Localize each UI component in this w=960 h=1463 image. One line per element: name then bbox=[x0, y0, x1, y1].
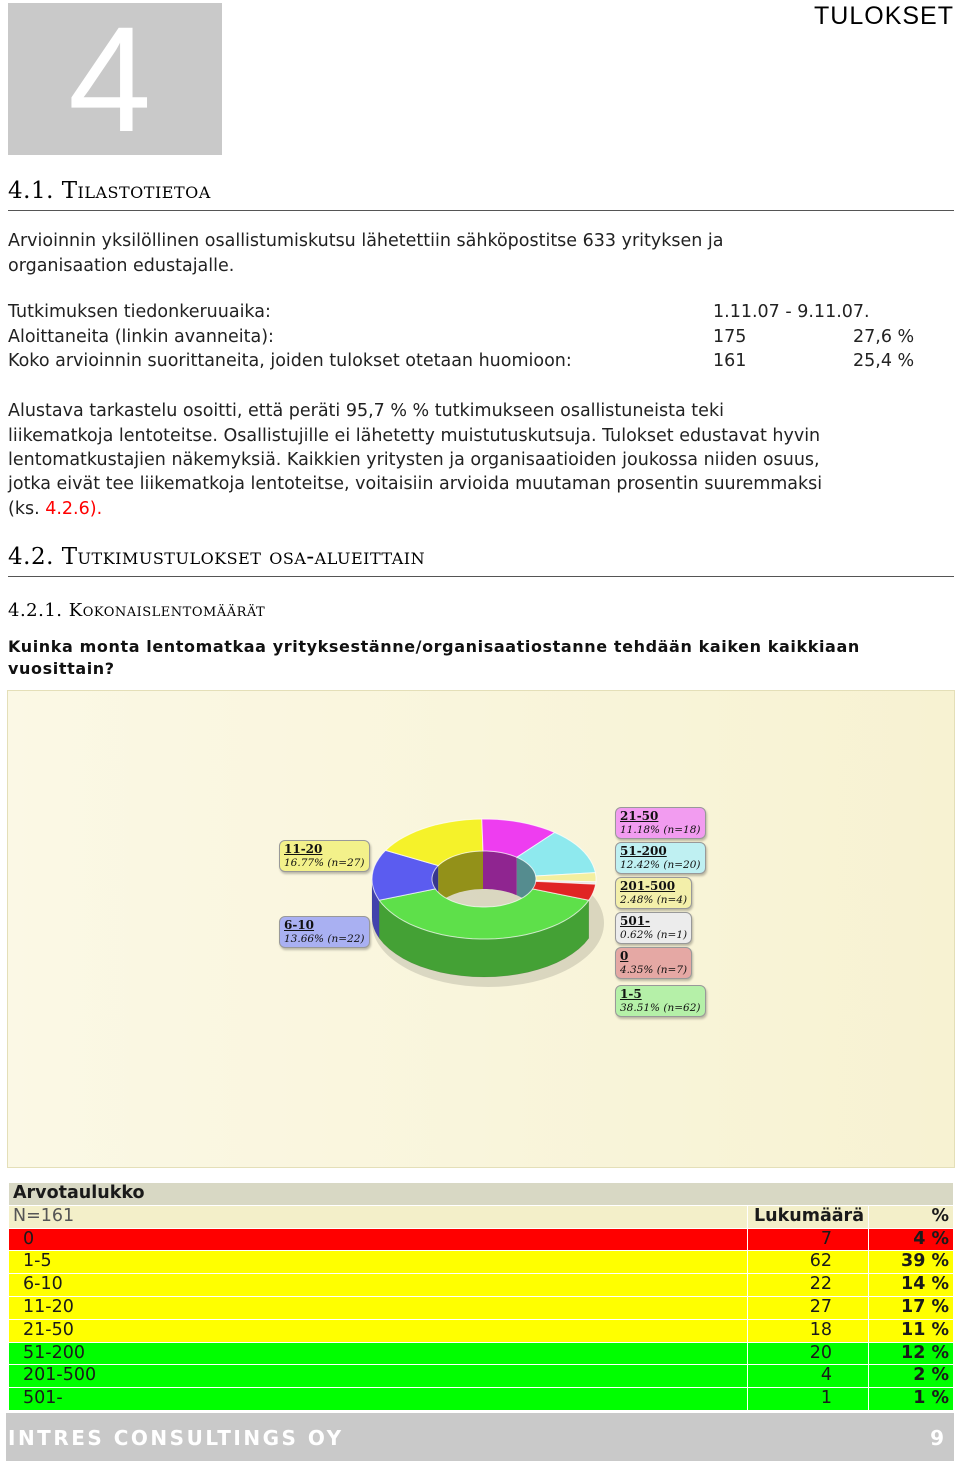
chapter-number-box bbox=[8, 3, 222, 155]
donut-inner-wall-21-50 bbox=[483, 851, 517, 895]
paragraph-prefix: (ks. bbox=[8, 499, 46, 519]
callout-501 bbox=[615, 912, 692, 944]
table-cell-pct: 1 % bbox=[869, 1388, 954, 1411]
table-cell-category: 21-50 bbox=[9, 1319, 748, 1342]
callout-category: 21-50 bbox=[620, 809, 659, 823]
callout-value: 16.77% (n=27) bbox=[284, 857, 365, 869]
section-link-4-2-6[interactable]: 4.2.6). bbox=[45, 499, 103, 519]
table-cell-category: 6-10 bbox=[9, 1274, 748, 1297]
callout-value: 11.18% (n=18) bbox=[620, 824, 701, 836]
donut-chart bbox=[8, 691, 954, 1167]
callout-11-20 bbox=[279, 840, 370, 872]
callout-category: 0 bbox=[620, 949, 629, 963]
callout-51-200 bbox=[615, 842, 706, 874]
paragraph-line-4: jotka eivät tee liikematkoja lentoteitse, voitaisiin arvioida muutaman prosentin suuremmaksi bbox=[8, 474, 823, 494]
table-title: Arvotaulukko bbox=[9, 1183, 954, 1206]
stat-row-started bbox=[8, 327, 930, 351]
footer-brand: INTRES CONSULTINGS OY bbox=[8, 1426, 344, 1450]
callout-1-5 bbox=[615, 985, 706, 1017]
table-cell-category: 501- bbox=[9, 1388, 748, 1411]
table-n-label: N=161 bbox=[9, 1205, 748, 1228]
table-cell-pct: 4 % bbox=[869, 1228, 954, 1251]
table-col-pct: % bbox=[869, 1205, 954, 1228]
table-cell-count: 7 bbox=[748, 1228, 869, 1251]
page-footer bbox=[6, 1413, 954, 1461]
section-heading-4-1: 4.1. Tilastotietoa bbox=[8, 178, 211, 204]
table-cell-pct: 14 % bbox=[869, 1274, 954, 1297]
chapter-title: TULOKSET bbox=[814, 2, 954, 30]
table-cell-category: 51-200 bbox=[9, 1342, 748, 1365]
table-header-row bbox=[9, 1205, 954, 1228]
table-row bbox=[9, 1365, 954, 1388]
callout-201-500 bbox=[615, 877, 692, 909]
table-title-row bbox=[9, 1183, 954, 1206]
section-rule bbox=[8, 576, 954, 577]
callout-value: 4.35% (n=7) bbox=[620, 964, 688, 976]
stat-value: 175 bbox=[713, 327, 747, 347]
intro-line-1: Arvioinnin yksilöllinen osallistumiskutsu lähetettiin sähköpostitse 633 yrityksen ja bbox=[8, 231, 724, 251]
stat-label: Koko arvioinnin suorittaneita, joiden tulokset otetaan huomioon: bbox=[8, 351, 572, 371]
callout-category: 51-200 bbox=[620, 844, 667, 858]
table-cell-count: 18 bbox=[748, 1319, 869, 1342]
chart-frame bbox=[7, 690, 955, 1168]
callout-6-10 bbox=[279, 916, 370, 948]
table-cell-pct: 12 % bbox=[869, 1342, 954, 1365]
callout-category: 6-10 bbox=[284, 918, 315, 932]
section-heading-4-2: 4.2. Tutkimustulokset osa-alueittain bbox=[8, 544, 426, 570]
table-cell-pct: 11 % bbox=[869, 1319, 954, 1342]
callout-category: 11-20 bbox=[284, 842, 323, 856]
table-cell-pct: 17 % bbox=[869, 1296, 954, 1319]
stat-row-completed bbox=[8, 351, 930, 375]
paragraph-line-2: liikematkoja lentoteitse. Osallistujille ei lähetetty muistutuskutsuja. Tulokset edustavat hyvin bbox=[8, 426, 821, 446]
table-cell-count: 4 bbox=[748, 1365, 869, 1388]
table-cell-category: 1-5 bbox=[9, 1251, 748, 1274]
stat-percent: 27,6 % bbox=[853, 327, 915, 347]
intro-line-2: organisaation edustajalle. bbox=[8, 256, 235, 276]
callout-value: 2.48% (n=4) bbox=[620, 894, 688, 906]
chapter-number: 4 bbox=[68, 3, 152, 155]
stat-label: Aloittaneita (linkin avanneita): bbox=[8, 327, 274, 347]
section-rule bbox=[8, 210, 954, 211]
table-cell-category: 201-500 bbox=[9, 1365, 748, 1388]
table-col-count: Lukumäärä bbox=[748, 1205, 869, 1228]
table-cell-count: 27 bbox=[748, 1296, 869, 1319]
callout-value: 13.66% (n=22) bbox=[284, 933, 365, 945]
stat-value: 161 bbox=[713, 351, 747, 371]
table-row bbox=[9, 1296, 954, 1319]
callout-category: 1-5 bbox=[620, 987, 642, 1001]
table-cell-count: 62 bbox=[748, 1251, 869, 1274]
paragraph-line-5 bbox=[8, 497, 102, 522]
stat-value: 1.11.07 - 9.11.07. bbox=[713, 302, 870, 322]
stat-percent: 25,4 % bbox=[853, 351, 915, 371]
table-row bbox=[9, 1388, 954, 1411]
callout-21-50 bbox=[615, 807, 706, 839]
callout-0 bbox=[615, 947, 692, 979]
callout-category: 201-500 bbox=[620, 879, 676, 893]
page-number: 9 bbox=[930, 1426, 944, 1450]
table-row bbox=[9, 1274, 954, 1297]
table-cell-pct: 2 % bbox=[869, 1365, 954, 1388]
stat-row-period bbox=[8, 302, 930, 326]
callout-value: 38.51% (n=62) bbox=[620, 1002, 701, 1014]
paragraph-line-3: lentomatkustajien näkemyksiä. Kaikkien yritysten ja organisaatioiden joukossa niiden osuus, bbox=[8, 450, 820, 470]
table-row bbox=[9, 1319, 954, 1342]
table-cell-category: 11-20 bbox=[9, 1296, 748, 1319]
callout-category: 501- bbox=[620, 914, 651, 928]
callout-value: 0.62% (n=1) bbox=[620, 929, 688, 941]
survey-question: Kuinka monta lentomatkaa yrityksestänne/organisaatiostanne tehdään kaiken kaikkiaan vuosittain? bbox=[8, 637, 860, 678]
table-row bbox=[9, 1228, 954, 1251]
paragraph-line-1: Alustava tarkastelu osoitti, että peräti 95,7 % % tutkimukseen osallistuneista teki bbox=[8, 401, 724, 421]
subsection-heading-4-2-1: 4.2.1. Kokonaislentomäärät bbox=[8, 600, 266, 621]
value-table bbox=[8, 1182, 954, 1411]
table-row bbox=[9, 1251, 954, 1274]
table-cell-count: 22 bbox=[748, 1274, 869, 1297]
callout-value: 12.42% (n=20) bbox=[620, 859, 701, 871]
table-cell-category: 0 bbox=[9, 1228, 748, 1251]
table-row bbox=[9, 1342, 954, 1365]
table-cell-count: 20 bbox=[748, 1342, 869, 1365]
table-cell-count: 1 bbox=[748, 1388, 869, 1411]
table-cell-pct: 39 % bbox=[869, 1251, 954, 1274]
stat-label: Tutkimuksen tiedonkeruuaika: bbox=[8, 302, 271, 322]
